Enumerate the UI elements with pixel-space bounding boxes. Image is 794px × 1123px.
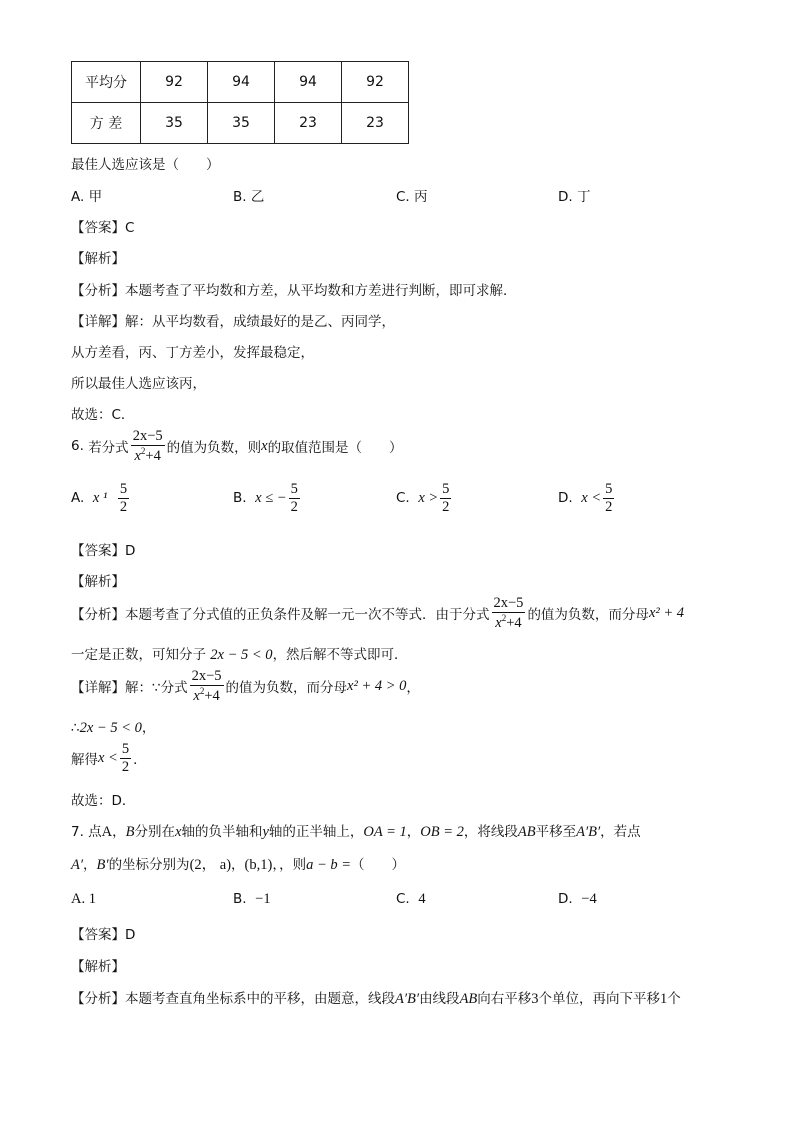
therefore-symbol: ∴ bbox=[71, 720, 80, 736]
stem-text: 轴的负半轴和 bbox=[181, 824, 263, 840]
stem-text: 轴的正半轴上， bbox=[268, 824, 364, 840]
punct: ， bbox=[406, 680, 420, 697]
fraction-numerator: 2x−5 bbox=[132, 428, 163, 444]
analysis-text: 本题考查了分式值的正负条件及解一元一次不等式．由于分式 bbox=[125, 607, 490, 624]
q6-detail-1 bbox=[71, 668, 420, 704]
answer-tag: 【答案】 bbox=[71, 543, 125, 559]
analysis-text: 个单位，再向下平移 bbox=[538, 991, 661, 1007]
stem-text: ，，则 bbox=[272, 857, 307, 873]
q5-detail-1 bbox=[71, 310, 395, 330]
q7-option-c bbox=[396, 891, 426, 908]
option-math: −1 bbox=[255, 891, 271, 907]
math-expr: a − b = bbox=[306, 857, 352, 873]
table-cell: 94 bbox=[275, 62, 342, 103]
q7-analysis-1 bbox=[71, 987, 681, 1008]
math-expr: (2， a) bbox=[189, 857, 232, 873]
q5-option-b: B. 乙 bbox=[233, 189, 265, 205]
punct: ． bbox=[133, 752, 147, 769]
fraction bbox=[289, 481, 300, 515]
q5-choose: 故选：C． bbox=[71, 407, 135, 423]
table-row bbox=[72, 62, 409, 103]
math-expr: AB bbox=[459, 991, 478, 1007]
option-label: C. bbox=[396, 490, 410, 507]
q7-option-d bbox=[558, 891, 597, 908]
stem-text: 若分式 bbox=[88, 440, 129, 457]
math-expr: 3 bbox=[531, 991, 539, 1007]
math-expr: 2x − 5 < 0 bbox=[210, 647, 273, 663]
q7-stem-line1 bbox=[71, 820, 641, 841]
fraction-numerator: 2x−5 bbox=[191, 668, 222, 684]
answer-value: D bbox=[125, 543, 136, 559]
answer-value: C bbox=[125, 220, 135, 236]
q6-option-b bbox=[233, 481, 302, 515]
stem-text: 的值为负数，则 bbox=[166, 440, 262, 457]
analysis-tag: 【分析】 bbox=[71, 283, 125, 299]
stem-text: 分别在 bbox=[134, 824, 176, 840]
q6-answer-line bbox=[71, 539, 135, 559]
question-number: 6. bbox=[71, 438, 84, 455]
math-expr: x < bbox=[98, 749, 118, 766]
stem-text: 平移至 bbox=[535, 824, 577, 840]
fraction-denominator: 2 bbox=[119, 498, 128, 515]
option-math: x ≤ − bbox=[255, 489, 287, 506]
q5-stem: 最佳人选应该是（ ） bbox=[71, 157, 220, 173]
q5-option-a: A. 甲 bbox=[71, 189, 103, 205]
fraction bbox=[118, 481, 129, 515]
math-expr: A′ bbox=[71, 857, 84, 873]
punct: ， bbox=[406, 824, 421, 840]
q6-analysis-1 bbox=[71, 595, 684, 631]
point-a: A bbox=[101, 824, 113, 840]
table-cell: 94 bbox=[208, 62, 275, 103]
detail-tag: 【详解】 bbox=[71, 314, 125, 330]
q6-option-d bbox=[558, 481, 616, 515]
fraction bbox=[440, 481, 451, 515]
q5-option-c: C. 丙 bbox=[396, 189, 428, 205]
detail-tag: 【详解】 bbox=[71, 680, 125, 697]
q5-option-d: D. 丁 bbox=[558, 189, 591, 205]
detail-text: 解：∵分式 bbox=[125, 680, 188, 697]
var-y: y bbox=[262, 824, 269, 840]
option-math: 4 bbox=[418, 891, 426, 907]
stem-text: ，将线段 bbox=[463, 824, 518, 840]
solve-text: 解得 bbox=[71, 752, 98, 769]
q5-detail-2: 从方差看，丙、丁方差小，发挥最稳定， bbox=[71, 345, 314, 361]
fraction bbox=[603, 481, 614, 515]
math-expr: OA = 1 bbox=[363, 824, 407, 840]
fraction-denominator: $x^2+4$ bbox=[134, 445, 161, 464]
stem-text: ，若点 bbox=[600, 824, 641, 840]
fraction bbox=[492, 595, 526, 631]
fraction-numerator: 5 bbox=[121, 741, 130, 757]
math-expr: A′B′ bbox=[395, 991, 420, 1007]
q5-detail-3: 所以最佳人选应该丙， bbox=[71, 376, 206, 392]
q6-option-a bbox=[71, 481, 131, 515]
fraction-denominator: 2 bbox=[605, 498, 613, 515]
table-cell: 23 bbox=[275, 103, 342, 144]
math-expr: A′B′ bbox=[576, 824, 601, 840]
table-cell: 方 差 bbox=[72, 103, 141, 144]
math-expr: (b,1) bbox=[244, 857, 273, 873]
q6-analysis-2 bbox=[71, 643, 408, 664]
q5-analysis bbox=[71, 279, 517, 299]
fraction-numerator: 5 bbox=[442, 481, 450, 497]
table-cell: 35 bbox=[141, 103, 208, 144]
analysis-text: 本题考查了平均数和方差，从平均数和方差进行判断，即可求解． bbox=[125, 283, 517, 299]
fraction-denominator: $x^2+4$ bbox=[193, 685, 220, 704]
table-cell: 92 bbox=[342, 62, 409, 103]
analysis-text: 一定是正数，可知分子 bbox=[71, 647, 206, 663]
math-expr: AB bbox=[517, 824, 536, 840]
q7-option-b bbox=[233, 891, 271, 908]
q5-answer-line bbox=[71, 216, 134, 236]
analysis-tag: 【分析】 bbox=[71, 991, 125, 1007]
math-expr: x² + 4 > 0 bbox=[347, 677, 407, 694]
fraction bbox=[120, 741, 131, 775]
q6-option-c bbox=[396, 481, 453, 515]
table-row bbox=[72, 103, 409, 144]
analysis-text: 由线段 bbox=[419, 991, 460, 1007]
option-math: x ¹ bbox=[92, 489, 108, 506]
q5-jiexi-tag: 【解析】 bbox=[71, 251, 125, 267]
fraction-numerator: 5 bbox=[119, 481, 128, 497]
detail-text: 的值为负数，而分母 bbox=[225, 680, 348, 697]
fraction-denominator: 2 bbox=[121, 758, 130, 775]
answer-tag: 【答案】 bbox=[71, 927, 125, 943]
q6-solve bbox=[71, 741, 147, 775]
math-expr: 2x − 5 < 0 bbox=[79, 720, 142, 736]
math-expr: 1 bbox=[660, 991, 668, 1007]
fraction-denominator: $x^2+4$ bbox=[495, 612, 522, 631]
point-b: B bbox=[125, 824, 135, 840]
option-math: x > bbox=[418, 489, 439, 506]
stem-text: （ ） bbox=[351, 857, 406, 873]
q7-stem-line2 bbox=[71, 853, 405, 874]
fraction-numerator: 5 bbox=[290, 481, 298, 497]
stem-text: 7. 点 bbox=[71, 824, 102, 840]
var-x: x bbox=[261, 437, 268, 454]
punct: ， bbox=[141, 720, 156, 736]
stem-text: 的坐标分别为 bbox=[108, 857, 190, 873]
option-label: B. bbox=[233, 891, 247, 907]
analysis-tag: 【分析】 bbox=[71, 607, 125, 624]
q6-stem bbox=[71, 428, 403, 464]
option-label: B. bbox=[233, 490, 247, 507]
analysis-text: 向右平移 bbox=[477, 991, 532, 1007]
option-math: x < bbox=[581, 489, 602, 506]
q6-choose: 故选：D． bbox=[71, 793, 136, 809]
option-label: A. bbox=[71, 490, 85, 507]
q7-answer-line bbox=[71, 923, 135, 943]
table-cell: 23 bbox=[342, 103, 409, 144]
q6-therefore bbox=[71, 716, 155, 737]
fraction bbox=[190, 668, 224, 704]
fraction bbox=[131, 428, 165, 464]
analysis-text: 本题考查直角坐标系中的平移，由题意，线段 bbox=[125, 991, 395, 1007]
fraction-numerator: 2x−5 bbox=[493, 595, 524, 611]
answer-value: D bbox=[125, 927, 136, 943]
fraction-denominator: 2 bbox=[290, 498, 298, 515]
q6-jiexi-tag: 【解析】 bbox=[71, 574, 125, 590]
fraction-denominator: 2 bbox=[442, 498, 450, 515]
detail-text: 解：从平均数看，成绩最好的是乙、丙同学， bbox=[125, 314, 395, 330]
punct: ， bbox=[112, 824, 126, 840]
fraction-numerator: 5 bbox=[605, 481, 613, 497]
math-expr: x² + 4 bbox=[648, 604, 685, 621]
option-label: C. bbox=[396, 891, 410, 907]
q7-option-a: A. 1 bbox=[71, 891, 96, 907]
math-expr: B′ bbox=[96, 857, 109, 873]
table-cell: 35 bbox=[208, 103, 275, 144]
punct: ， bbox=[83, 857, 97, 873]
analysis-text: ，然后解不等式即可． bbox=[272, 647, 408, 663]
option-label: D. bbox=[558, 490, 573, 507]
score-table bbox=[71, 61, 409, 144]
analysis-text: 的值为负数，而分母 bbox=[527, 607, 649, 624]
stem-text: 的取值范围是（ ） bbox=[267, 440, 403, 457]
punct: ， bbox=[231, 857, 245, 873]
option-math: −4 bbox=[581, 891, 597, 907]
table-cell: 平均分 bbox=[72, 62, 141, 103]
answer-tag: 【答案】 bbox=[71, 220, 125, 236]
table-cell: 92 bbox=[141, 62, 208, 103]
analysis-text: 个 bbox=[667, 991, 681, 1007]
q7-jiexi-tag: 【解析】 bbox=[71, 959, 125, 975]
math-expr: OB = 2 bbox=[420, 824, 464, 840]
var-x: x bbox=[175, 824, 182, 840]
option-label: D. bbox=[558, 891, 573, 907]
